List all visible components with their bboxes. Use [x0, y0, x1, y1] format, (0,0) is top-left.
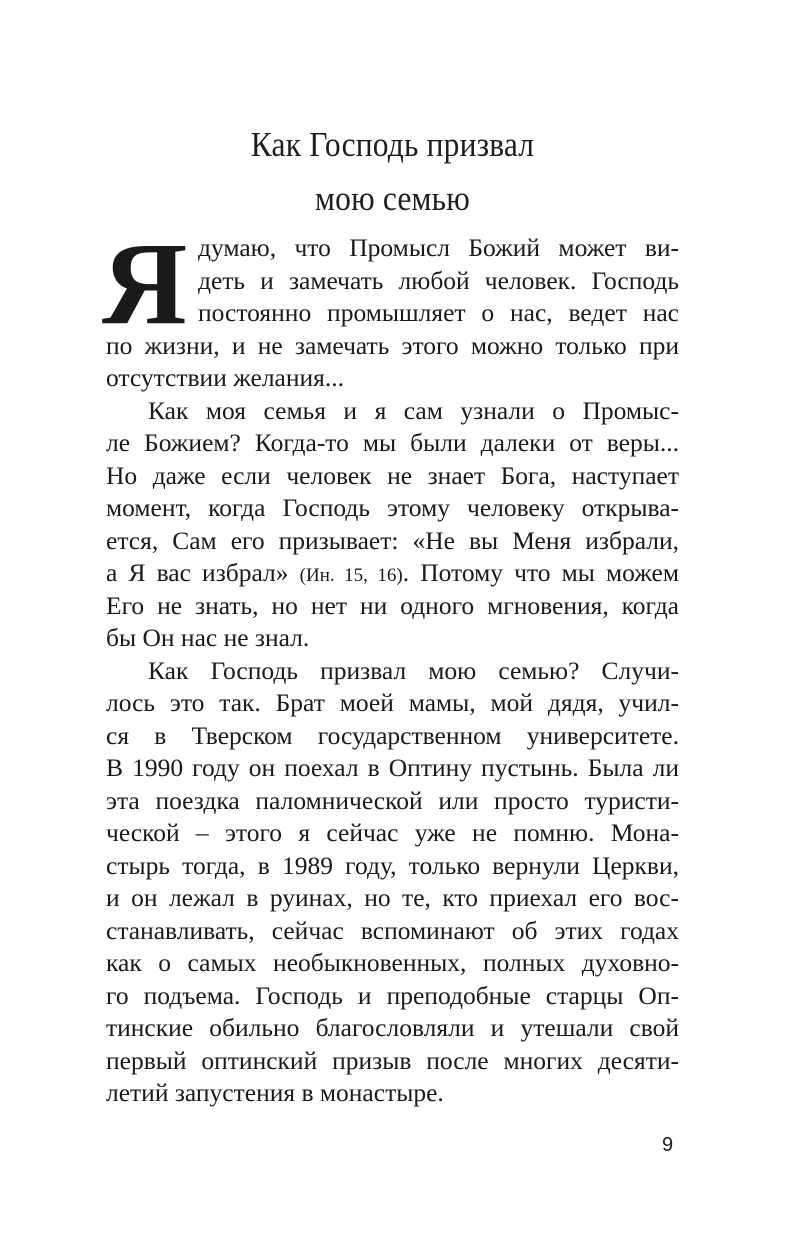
text-line: лось это так. Брат моей мамы, мой дядя, учил- [106, 688, 679, 717]
text-line: ется, Сам его призывает: «Не вы Меня избрали, [106, 525, 679, 555]
text-line: го подъема. Господь и преподобные старцы Оп- [106, 980, 679, 1010]
drop-cap: Я [102, 218, 188, 349]
scripture-reference: (Ин. 15, 16) [299, 565, 403, 586]
chapter-title-line-1: Как Господь призвал [250, 125, 535, 164]
chapter-title [135, 118, 651, 226]
paragraph-1 [106, 232, 679, 395]
text-line-with-reference [106, 557, 679, 590]
page-number: 9 [662, 1134, 674, 1156]
text-line: по жизни, и не замечать этого можно только при [106, 330, 679, 360]
paragraph-3 [106, 655, 679, 1110]
text-line: думаю, что Промысл Божий может ви- [198, 233, 679, 262]
text-line: ле Божием? Когда-то мы были далеки от веры... [106, 428, 679, 457]
text-line: Как Господь призвал мою семью? Случи- [148, 655, 679, 685]
text-line: ся в Тверском государственном университете. [106, 720, 679, 750]
text-continuation: . Потому что мы можем [402, 558, 679, 587]
text-line: момент, когда Господь этому человеку открыва- [106, 493, 679, 522]
text-line: станавливать, сейчас вспоминают об этих годах [106, 915, 679, 945]
text-line: летий запустения в монастыре. [106, 1078, 444, 1107]
chapter-title-line-2: мою семью [315, 179, 470, 218]
text-line: стырь тогда, в 1989 году, только вернули Церкви, [106, 850, 679, 880]
quote-end: а Я вас избрал» [106, 558, 289, 587]
text-line: отсутствии желания... [106, 363, 345, 392]
text-line: Как моя семья и я сам узнали о Промыс- [148, 395, 679, 425]
paragraph-2 [106, 395, 679, 655]
text-line: постоянно промышляет о нас, ведет нас [198, 298, 679, 327]
text-line: и он лежал в руинах, но те, кто приехал его вос- [106, 883, 679, 912]
text-line: деть и замечать любой человек. Господь [198, 265, 679, 295]
text-line: В 1990 году он поехал в Оптину пустынь. Была ли [106, 753, 679, 782]
text-line: Его не знать, но нет ни одного мгновения, когда [106, 590, 679, 620]
body-text [102, 218, 679, 1110]
text-line: Но даже если человек не знает Бога, наступает [106, 460, 679, 490]
text-line: бы Он нас не знал. [106, 623, 310, 652]
text-line: эта поездка паломнической или просто туристи- [106, 785, 679, 815]
text-line: тинские обильно благословляли и утешали свой [106, 1013, 679, 1042]
text-line: первый оптинский призыв после многих десяти- [106, 1045, 679, 1075]
text-line: как о самых необыкновенных, полных духовно- [106, 948, 679, 977]
text-line: ческой – этого я сейчас уже не помню. Мона- [106, 818, 679, 847]
